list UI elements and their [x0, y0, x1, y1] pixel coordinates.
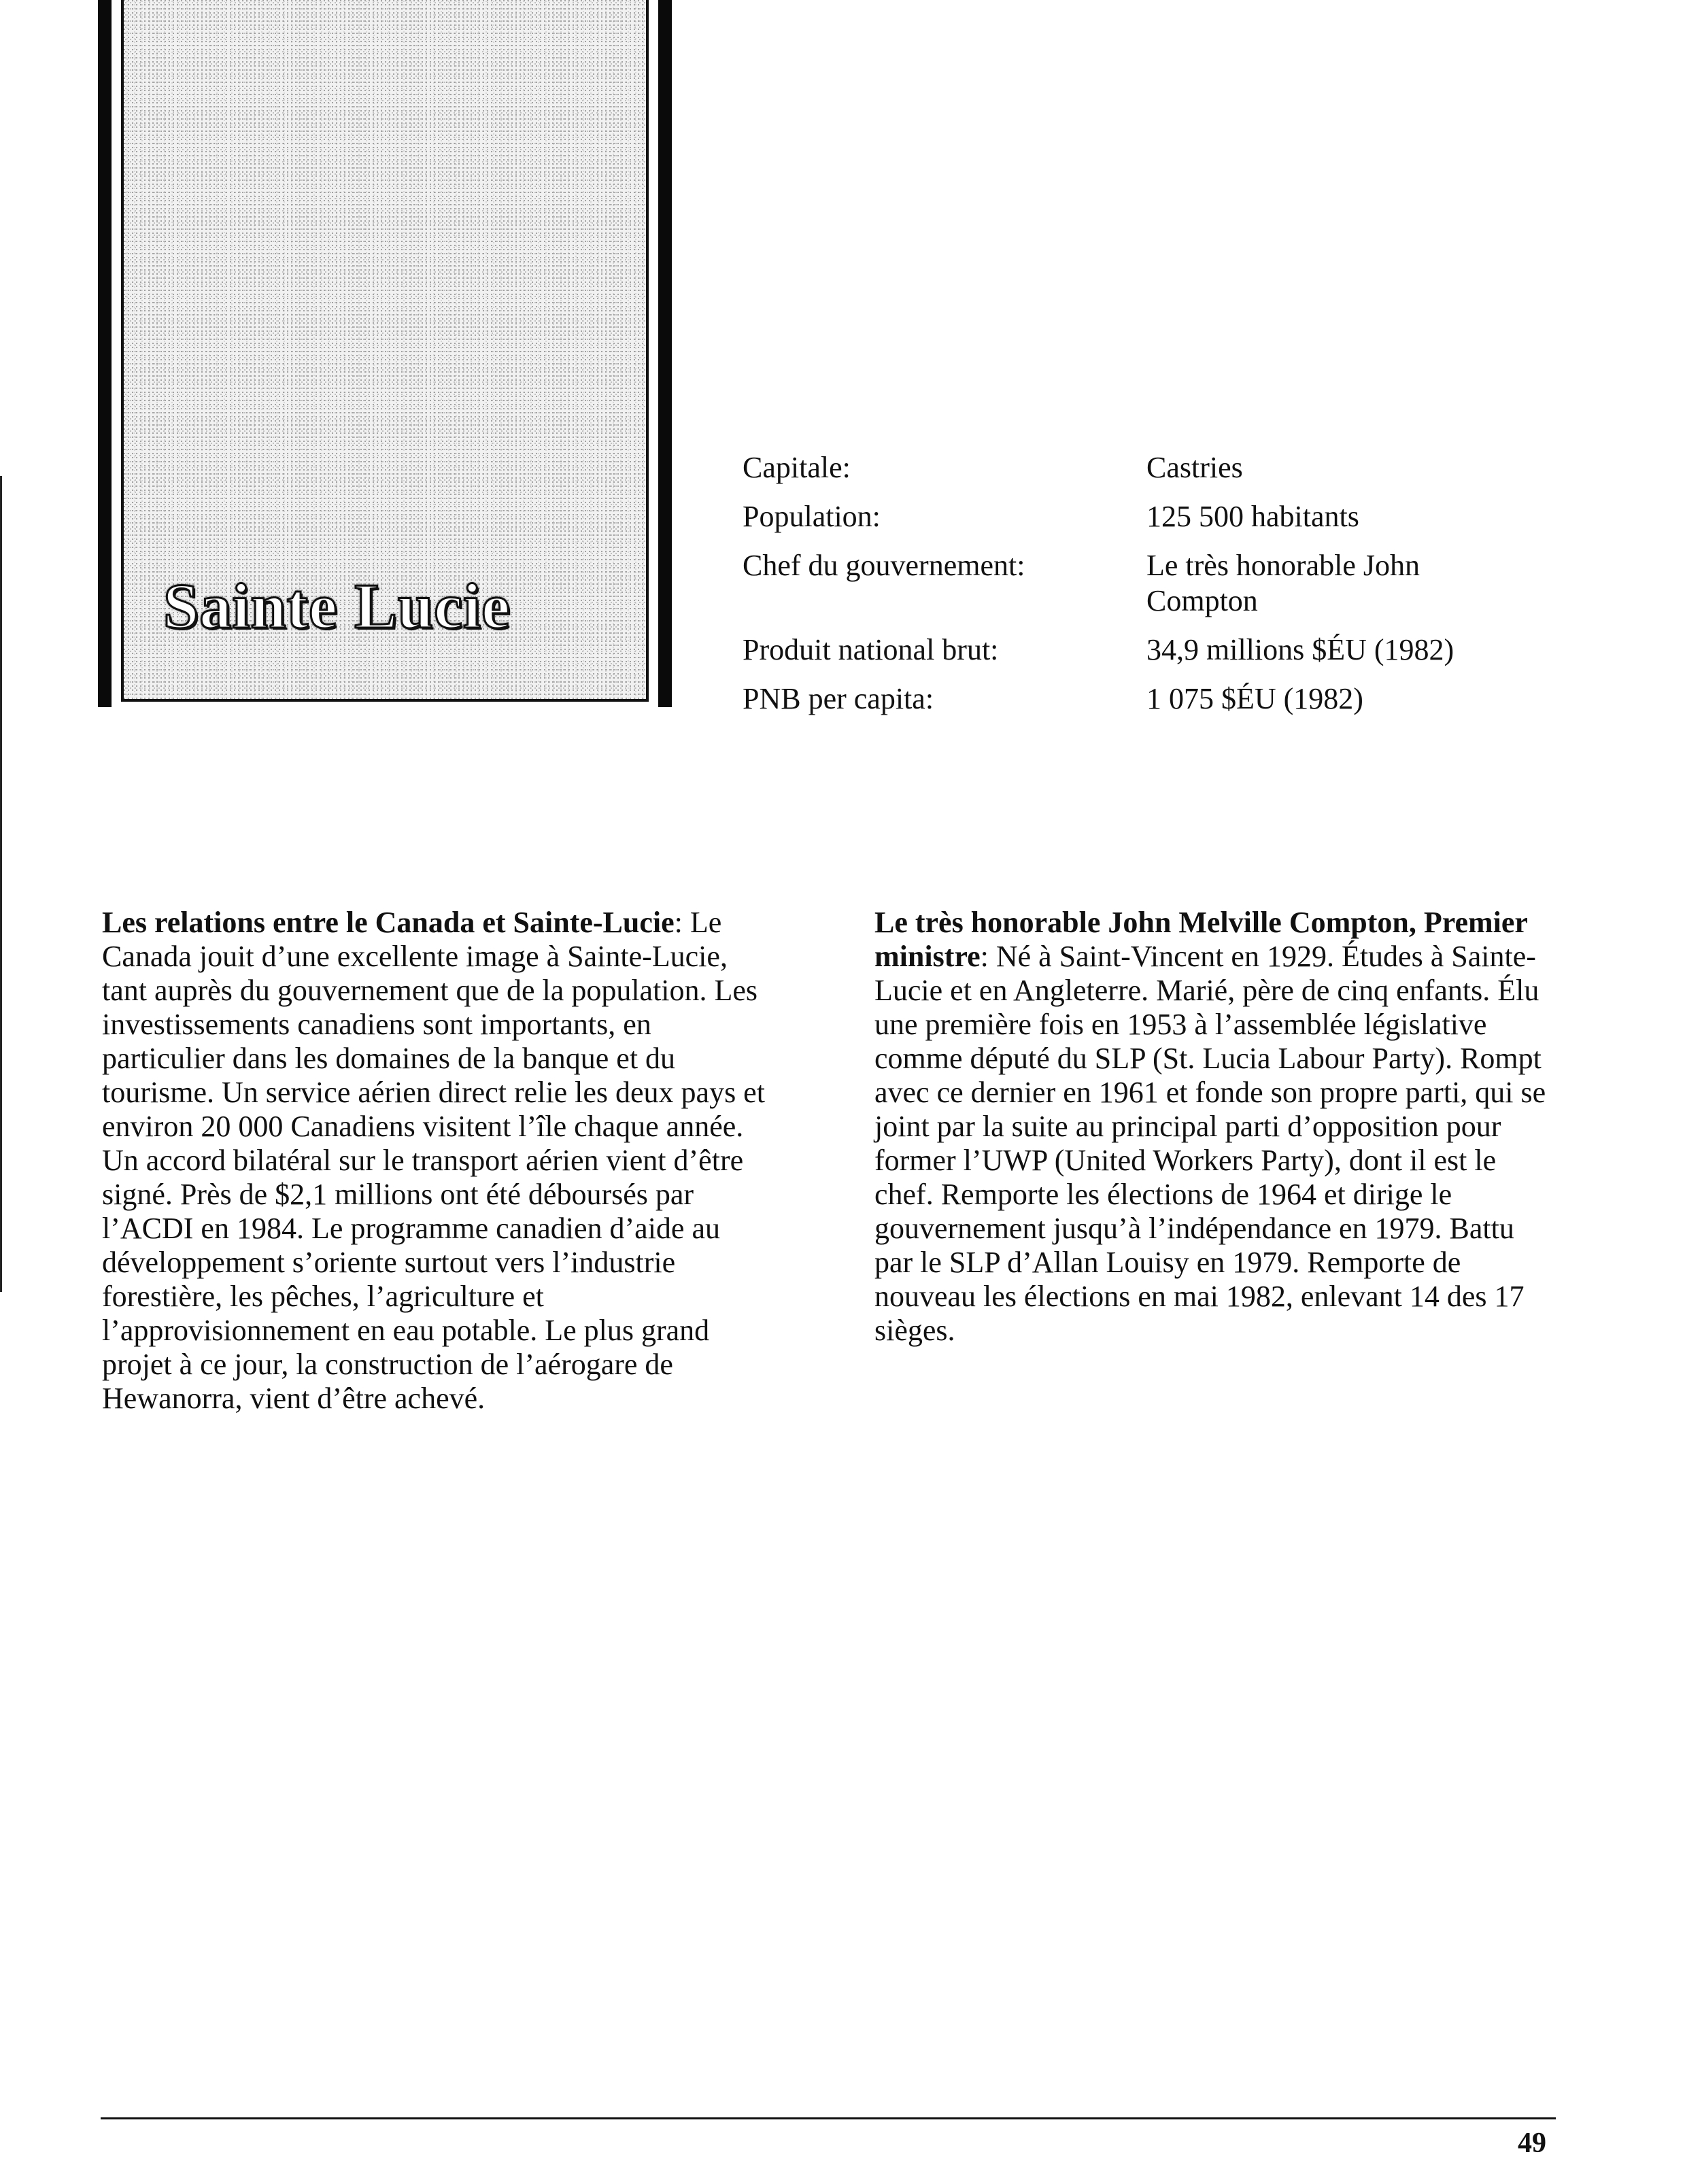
stippled-panel — [121, 0, 649, 702]
fact-label: Capitale: — [743, 451, 851, 484]
fact-label: Chef du gouvernement: — [743, 549, 1025, 582]
fact-label: PNB per capita: — [743, 682, 934, 715]
fact-label: Produit national brut: — [743, 633, 999, 666]
fact-label: Population: — [743, 500, 881, 533]
fact-row-capital — [743, 450, 1525, 485]
page-number: 49 — [1518, 2128, 1546, 2159]
relations-paragraph — [102, 906, 775, 1416]
fact-row-head-of-government — [743, 548, 1525, 619]
fact-value: 1 075 $ÉU (1982) — [1146, 682, 1363, 715]
footer-rule — [101, 2117, 1556, 2119]
fact-value: Le très honorable John Compton — [1146, 549, 1420, 617]
fact-row-gnp-per-capita — [743, 681, 1525, 717]
biography-paragraph — [874, 906, 1554, 1348]
scan-edge-mark — [0, 476, 2, 1292]
title-panel — [98, 0, 672, 707]
relations-text: : Le Canada jouit d’une excellente image à Sainte-Lucie, tant auprès du gouvernement que de la population. Les investissements canadiens sont importants, en particulier dans les domaines de la banque et du tourisme. Un service aérien direct relie les deux pays et environ 20 000 Canadiens visitent l’île chaque année. Un accord bilatéral sur le transport aérien vient d’être signé. Près de $2,1 millions ont été déboursés par l’ACDI en 1984. Le programme canadien d’aide au développement s’oriente surtout vers l’industrie forestière, les pêches, l’agriculture et l’approvisionnement en eau potable. Le plus grand projet à ce jour, la construction de l’aérogare de Hewanorra, vient d’être achevé. — [102, 906, 765, 1415]
fact-row-gnp — [743, 632, 1525, 668]
fact-value: 125 500 habitants — [1146, 500, 1359, 533]
facts-table — [743, 450, 1525, 730]
biography-text: : Né à Saint-Vincent en 1929. Études à Sainte-Lucie et en Angleterre. Marié, père de cinq enfants. Élu une première fois en 1953 à l’assemblée législative comme député du SLP (St. Lucia Labour Party). Rompt avec ce dernier en 1961 et fonde son propre parti, qui se joint par la suite au principal parti d’opposition pour former l’UWP (United Workers Party), dont il est le chef. Remporte les élections de 1964 et dirige le gouvernement jusqu’à l’indépendance en 1979. Battu par le SLP d’Allan Louisy en 1979. Remporte de nouveau les élections en mai 1982, enlevant 14 des 17 sièges. — [874, 940, 1546, 1347]
fact-value: 34,9 millions $ÉU (1982) — [1146, 633, 1454, 666]
panel-bar-left — [98, 0, 112, 707]
relations-heading: Les relations entre le Canada et Sainte-Lucie — [102, 906, 675, 939]
fact-value: Castries — [1146, 451, 1243, 484]
biography-heading: Le très honorable John Melville Compton, Premier ministre — [874, 906, 1528, 973]
panel-bar-right — [658, 0, 672, 707]
fact-row-population — [743, 499, 1525, 534]
country-title: Sainte Lucie — [163, 571, 511, 642]
